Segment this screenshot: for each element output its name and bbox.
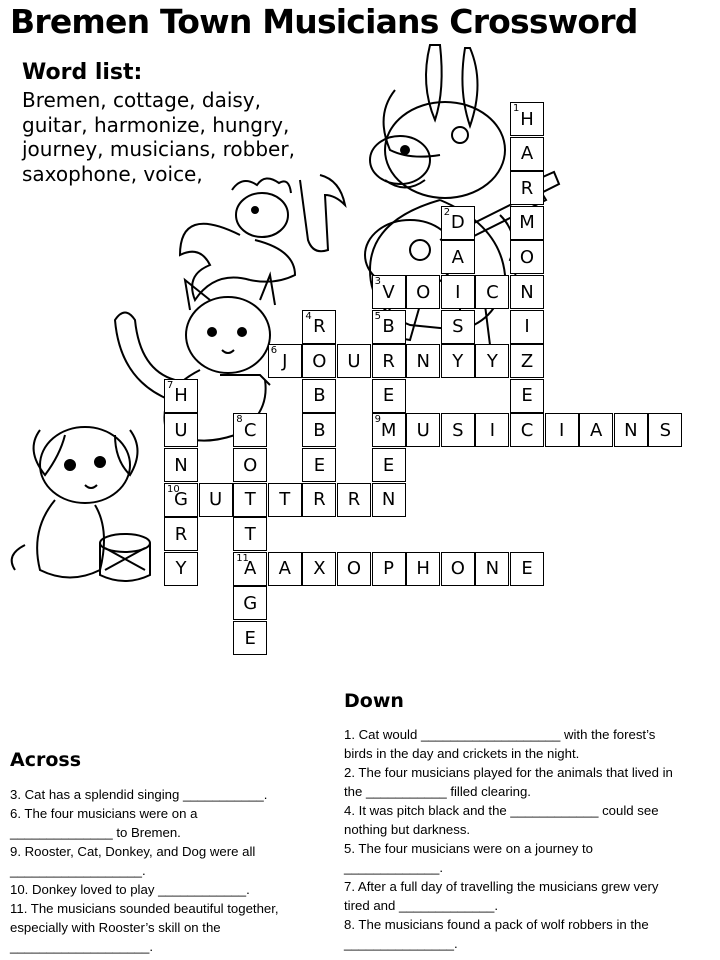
cell-letter: O [243, 454, 258, 476]
crossword-cell[interactable] [337, 483, 371, 517]
crossword-cell[interactable] [406, 344, 440, 378]
cell-letter: D [450, 212, 465, 234]
crossword-cell[interactable] [648, 413, 682, 447]
cell-letter: M [519, 212, 535, 234]
crossword-cell[interactable] [164, 552, 198, 586]
cell-letter: U [209, 489, 223, 511]
crossword-cell[interactable] [302, 310, 336, 344]
crossword-cell[interactable] [510, 137, 544, 171]
cell-letter: A [451, 246, 464, 268]
crossword-cell[interactable] [441, 275, 475, 309]
crossword-cell[interactable] [441, 344, 475, 378]
crossword-cell[interactable] [233, 483, 267, 517]
cell-letter: N [174, 454, 188, 476]
cell-letter: N [520, 281, 534, 303]
clue-number: 1 [513, 103, 520, 114]
across-clue: 11. The musicians sounded beautiful together, especially with Rooster’s skill on the ___________________. [10, 901, 279, 954]
cell-letter: I [455, 281, 461, 303]
crossword-cell[interactable] [302, 552, 336, 586]
crossword-cell[interactable] [441, 240, 475, 274]
across-clue: 9. Rooster, Cat, Donkey, and Dog were all __________________. [10, 844, 256, 878]
down-clue: 4. It was pitch black and the ____________ could see nothing but darkness. [344, 803, 659, 837]
cell-letter: I [489, 419, 496, 441]
cell-letter: O [450, 558, 465, 580]
cell-letter: X [313, 558, 326, 580]
crossword-cell[interactable] [441, 206, 475, 240]
word-list-line: guitar, harmonize, hungry, [22, 112, 290, 137]
crossword-cell[interactable] [475, 552, 509, 586]
crossword-cell[interactable] [372, 344, 406, 378]
crossword-cell[interactable] [372, 448, 406, 482]
cell-letter: Y [486, 350, 498, 372]
cell-letter: N [485, 558, 500, 580]
clue-number: 6 [270, 345, 278, 357]
word-list-line: saxophone, voice, [22, 161, 203, 186]
clue-number: 2 [443, 206, 451, 218]
crossword-cell[interactable] [302, 413, 336, 447]
cell-letter: E [382, 454, 395, 476]
cell-letter: Y [452, 350, 464, 372]
down-clue: 1. Cat would ___________________ with the forest’s birds in the day and crickets in the night. [344, 727, 656, 761]
crossword-cell[interactable] [164, 483, 198, 517]
cell-letter: A [590, 419, 603, 441]
crossword-cell[interactable] [475, 413, 509, 447]
cell-letter: N [381, 489, 396, 511]
across-heading: Across [10, 749, 82, 771]
cell-letter: I [524, 316, 530, 338]
crossword-cell[interactable] [545, 413, 579, 447]
cell-letter: C [243, 419, 257, 441]
down-clues [344, 725, 716, 953]
crossword-cell[interactable] [268, 483, 302, 517]
crossword-cell[interactable] [441, 413, 475, 447]
cell-letter: R [313, 489, 326, 511]
crossword-cell[interactable] [372, 552, 406, 586]
cell-letter: V [382, 281, 395, 303]
crossword-cell[interactable] [199, 483, 233, 517]
cell-letter: T [279, 489, 291, 511]
crossword-cell[interactable] [302, 448, 336, 482]
crossword-cell[interactable] [475, 344, 509, 378]
word-list-heading: Word list: [22, 60, 143, 85]
crossword-cell[interactable] [406, 275, 440, 309]
down-clue: 7. After a full day of travelling the musicians grew very tired and _____________. [344, 879, 659, 913]
across-clues [10, 785, 330, 956]
clue-number: 5 [374, 310, 381, 322]
cell-letter: M [380, 419, 397, 441]
crossword-cell[interactable] [268, 344, 302, 378]
cell-letter: R [313, 316, 326, 338]
crossword-cell[interactable] [510, 379, 544, 413]
cell-letter: E [313, 454, 326, 476]
crossword-cell[interactable] [510, 171, 544, 205]
cell-letter: G [174, 489, 188, 511]
crossword-cell[interactable] [510, 206, 544, 240]
cell-letter: T [244, 523, 256, 545]
cell-letter: A [278, 558, 291, 580]
crossword-cell[interactable] [337, 344, 371, 378]
crossword-cell[interactable] [372, 379, 406, 413]
cell-letter: E [244, 627, 256, 649]
cell-letter: U [347, 350, 361, 372]
cell-letter: A [520, 143, 534, 165]
cell-letter: O [312, 350, 327, 372]
cell-letter: H [174, 385, 188, 407]
crossword-cell[interactable] [164, 413, 198, 447]
crossword-cell[interactable] [372, 275, 406, 309]
word-list-line: Bremen, cottage, daisy, [22, 88, 261, 112]
cell-letter: S [452, 419, 464, 441]
cell-letter: N [624, 419, 638, 441]
crossword-cell[interactable] [475, 275, 509, 309]
crossword-cell[interactable] [302, 483, 336, 517]
crossword-cell[interactable] [302, 379, 336, 413]
crossword-cell[interactable] [510, 552, 544, 586]
cell-letter: R [382, 350, 395, 372]
cell-letter: E [382, 385, 395, 407]
down-heading: Down [344, 690, 404, 712]
crossword-cell[interactable] [233, 517, 267, 551]
cell-letter: P [383, 558, 395, 580]
crossword-cell[interactable] [614, 413, 648, 447]
cell-letter: E [521, 558, 533, 580]
cell-letter: H [416, 558, 430, 580]
clue-number: 4 [305, 310, 312, 322]
crossword-cell[interactable] [579, 413, 613, 447]
cell-letter: I [558, 419, 565, 441]
cell-letter: T [244, 489, 256, 511]
clue-number: 11 [236, 552, 249, 564]
crossword-cell[interactable] [510, 413, 544, 447]
clue-number: 8 [236, 414, 243, 426]
crossword-cell[interactable] [372, 310, 406, 344]
crossword-cell[interactable] [372, 483, 406, 517]
clue-number: 10 [167, 483, 180, 495]
cell-letter: H [520, 108, 534, 130]
page-title: Bremen Town Musicians Crossword [10, 2, 638, 41]
cell-letter: U [416, 419, 430, 441]
crossword-cell[interactable] [268, 552, 302, 586]
crossword-cell[interactable] [164, 379, 198, 413]
clue-number: 7 [167, 379, 174, 391]
cell-letter: S [452, 316, 464, 338]
crossword-cell[interactable] [233, 413, 267, 447]
across-clue: 6. The four musicians were on a ______________ to Bremen. [10, 806, 198, 840]
cell-letter: J [282, 350, 288, 372]
clue-number: 3 [374, 276, 381, 287]
cell-letter: Y [175, 558, 187, 580]
word-list-line: journey, musicians, robber, [22, 137, 295, 161]
down-clue: 5. The four musicians were on a journey to _____________. [344, 841, 593, 875]
down-clue: 2. The four musicians played for the animals that lived in the ___________ filled clearing. [344, 765, 673, 799]
crossword-cell[interactable] [406, 552, 440, 586]
crossword-cell[interactable] [233, 621, 267, 655]
crossword-cell[interactable] [233, 586, 267, 620]
cell-letter: R [174, 523, 188, 545]
cell-letter: E [521, 385, 533, 407]
crossword-cell[interactable] [510, 240, 544, 274]
clue-number: 9 [374, 414, 381, 426]
cell-letter: N [416, 350, 430, 372]
cell-letter: O [519, 246, 535, 268]
crossword-cell[interactable] [164, 448, 198, 482]
crossword-cell[interactable] [510, 275, 544, 309]
cell-letter: R [520, 177, 534, 199]
crossword-cell[interactable] [510, 310, 544, 344]
cell-letter: G [243, 592, 258, 614]
crossword-cell[interactable] [337, 552, 371, 586]
across-clue: 3. Cat has a splendid singing ___________. [10, 787, 268, 802]
crossword-cell[interactable] [233, 448, 267, 482]
cell-letter: C [520, 419, 534, 441]
cell-letter: O [346, 558, 362, 580]
crossword-cell[interactable] [441, 552, 475, 586]
crossword-cell[interactable] [372, 413, 406, 447]
cell-letter: B [313, 419, 326, 441]
crossword-cell[interactable] [510, 102, 544, 136]
cell-letter: C [486, 281, 499, 303]
down-clue: 8. The musicians found a pack of wolf robbers in the _______________. [344, 917, 649, 951]
crossword-cell[interactable] [233, 552, 267, 586]
cell-letter: S [659, 419, 672, 441]
across-clue: 10. Donkey loved to play ____________. [10, 882, 250, 897]
cell-letter: U [174, 419, 188, 441]
cell-letter: B [313, 385, 326, 407]
cell-letter: O [416, 281, 431, 303]
cell-letter: A [244, 558, 257, 580]
cell-letter: R [347, 489, 361, 511]
cell-letter: Z [520, 350, 534, 372]
crossword-cell[interactable] [164, 517, 198, 551]
crossword-cell[interactable] [302, 344, 336, 378]
crossword-cell[interactable] [406, 413, 440, 447]
crossword-cell[interactable] [510, 344, 544, 378]
cell-letter: B [382, 316, 395, 338]
crossword-cell[interactable] [441, 310, 475, 344]
